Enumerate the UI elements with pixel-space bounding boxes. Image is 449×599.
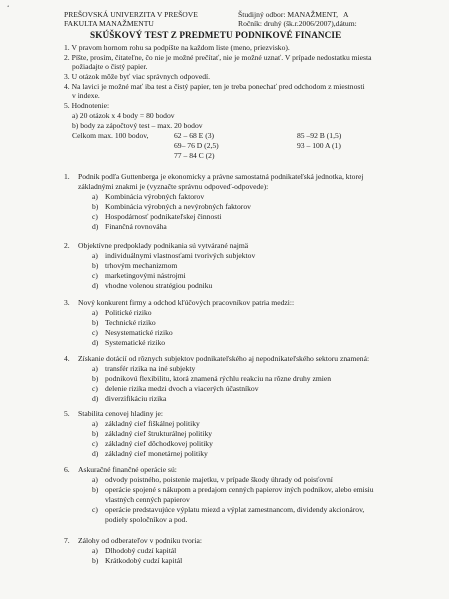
option-6b[interactable]: b) operácie spojené s nákupom a predajom cenných papierov iných podnikov, alebo emisiu — [92, 485, 374, 494]
question-number: 7. — [64, 536, 70, 545]
grade-d: 69– 76 D (2,5) — [174, 141, 219, 150]
option-4d[interactable]: d) diverzifikáciu rizika — [92, 394, 167, 403]
question-6 — [64, 466, 177, 475]
option-2d[interactable]: d) vhodne volenou stratégiou podniku — [92, 281, 213, 290]
option-3a[interactable]: a) Politické riziko — [92, 308, 152, 317]
option-7b[interactable]: b) Krátkodobý cudzí kapitál — [92, 556, 183, 565]
option-1a[interactable]: a) Kombinácia výrobných faktorov — [92, 192, 205, 201]
university-name: PREŠOVSKÁ UNIVERZITA V PREŠOVE — [64, 10, 198, 19]
option-5a[interactable]: a) základný cieľ fiškálnej politiky — [92, 419, 200, 428]
question-number: 5. — [64, 409, 70, 418]
faculty-name: FAKULTA MANAŽMENTU — [64, 19, 154, 28]
question-text: Podnik podľa Guttenberga je ekonomicky a právne samostatná podnikateľská jednotka, ktorej — [78, 172, 364, 181]
question-3 — [64, 299, 294, 308]
grade-a: 93 – 100 A (1) — [297, 141, 341, 150]
option-3b[interactable]: b) Technické riziko — [92, 318, 156, 327]
question-5 — [64, 410, 163, 419]
option-6c-cont: podiely spoločníkov a pod. — [105, 515, 188, 524]
question-text: Získanie dotácií od rôznych subjektov podnikateľského aj nepodnikateľského sektoru znamená: — [78, 354, 370, 363]
question-number: 3. — [64, 298, 70, 307]
question-text: Nový konkurent firmy a odchod kľúčových pracovníkov patria medzi:: — [78, 298, 295, 307]
question-2 — [64, 242, 248, 251]
question-text: Askuračné finančné operácie sú: — [78, 465, 177, 474]
rule-line: Celkom max. 100 bodov, — [72, 131, 149, 140]
question-number: 1. — [64, 172, 70, 181]
option-5d[interactable]: d) základný cieľ monetárnej politiky — [92, 449, 208, 458]
study-year-date: Ročník: druhý (šk.r.2006/2007),dátum: — [238, 19, 357, 28]
option-4b[interactable]: b) podnikovú flexibilitu, ktorá znamená rýchlu reakciu na rôzne druhy zmien — [92, 374, 332, 383]
rule-line: b) body za zápočtový test – max. 20 bodov — [72, 121, 203, 130]
question-number: 6. — [64, 465, 70, 474]
grade-b: 85 –92 B (1,5) — [297, 131, 342, 140]
question-text-cont: základnými znakmi je (vyznačte správnu odpoveď-odpovede): — [78, 182, 269, 191]
option-1c[interactable]: c) Hospodárnosť podnikateľskej činnosti — [92, 212, 222, 221]
rule-line: 5. Hodnotenie: — [64, 101, 110, 110]
rule-line: v indexe. — [72, 91, 100, 100]
rule-line: požiadajte o čistý papier. — [72, 62, 148, 71]
rule-line: 1. V pravom hornom rohu sa podpíšte na každom liste (meno, priezvisko). — [64, 43, 290, 52]
question-text: Objektívne predpoklady podnikania sú vytvárané najmä — [78, 241, 249, 250]
question-number: 2. — [64, 241, 70, 250]
question-1 — [64, 173, 363, 182]
grade-e: 62 – 68 E (3) — [174, 131, 215, 140]
rule-line: 2. Píšte, prosím, čitateľne, čo nie je možné prečítať, nie je možné uznať. V prípade nedostatku miesta — [64, 53, 372, 62]
option-3c[interactable]: c) Nesystematické riziko — [92, 328, 173, 337]
option-1d[interactable]: d) Finančná rovnováha — [92, 222, 167, 231]
rule-line: 3. U otázok môže byť viac správnych odpovedí. — [64, 72, 211, 81]
grade-c: 77 – 84 C (2) — [174, 151, 215, 160]
option-6b-cont: vlastných cenných papierov — [105, 495, 190, 504]
page-title: SKÚŠKOVÝ TEST Z PREDMETU PODNIKOVÉ FINANCIE — [90, 30, 342, 40]
question-4 — [64, 355, 369, 364]
option-5b[interactable]: b) základný cieľ štrukturálnej politiky — [92, 429, 213, 438]
option-7a[interactable]: a) Dlhodobý cudzí kapitál — [92, 546, 177, 555]
option-2a[interactable]: a) individuálnymi vlastnosťami tvorivých subjektov — [92, 251, 256, 260]
test-group: A — [343, 10, 349, 19]
option-6c[interactable]: c) operácie predstavujúce výplatu miezd a výplat zamestnancom, dividendy akcionárov, — [92, 505, 365, 514]
question-text: Stabilita cenovej hladiny je: — [78, 409, 163, 418]
option-4a[interactable]: a) transfér rizika na iné subjekty — [92, 364, 196, 373]
option-5c[interactable]: c) základný cieľ dôchodkovej politiky — [92, 439, 213, 448]
option-6a[interactable]: a) odvody poistného, poistenie majetku, v prípade škody úhrady od poisťovní — [92, 475, 333, 484]
rule-line: a) 20 otázok x 4 body = 80 bodov — [72, 111, 175, 120]
option-2b[interactable]: b) trhovým mechanizmom — [92, 261, 178, 270]
option-3d[interactable]: d) Systematické riziko — [92, 338, 166, 347]
question-text: Zálohy od odberateľov v podniku tvoria: — [78, 536, 202, 545]
option-1b[interactable]: b) Kombinácia výrobných a nevýrobných faktorov — [92, 202, 251, 211]
option-4c[interactable]: c) delenie rizika medzi dvoch a viacerých účastníkov — [92, 384, 259, 393]
question-number: 4. — [64, 354, 70, 363]
question-7 — [64, 537, 202, 546]
study-field: Študijný odbor: MANAŽMENT, — [238, 10, 339, 19]
corner-mark: ʻ — [7, 4, 10, 12]
rule-line: 4. Na lavici je možné mať iba test a čistý papier, ten je treba ponechať pred odchodom z miestnosti — [64, 82, 365, 91]
option-2c[interactable]: c) marketingovými nástrojmi — [92, 271, 186, 280]
